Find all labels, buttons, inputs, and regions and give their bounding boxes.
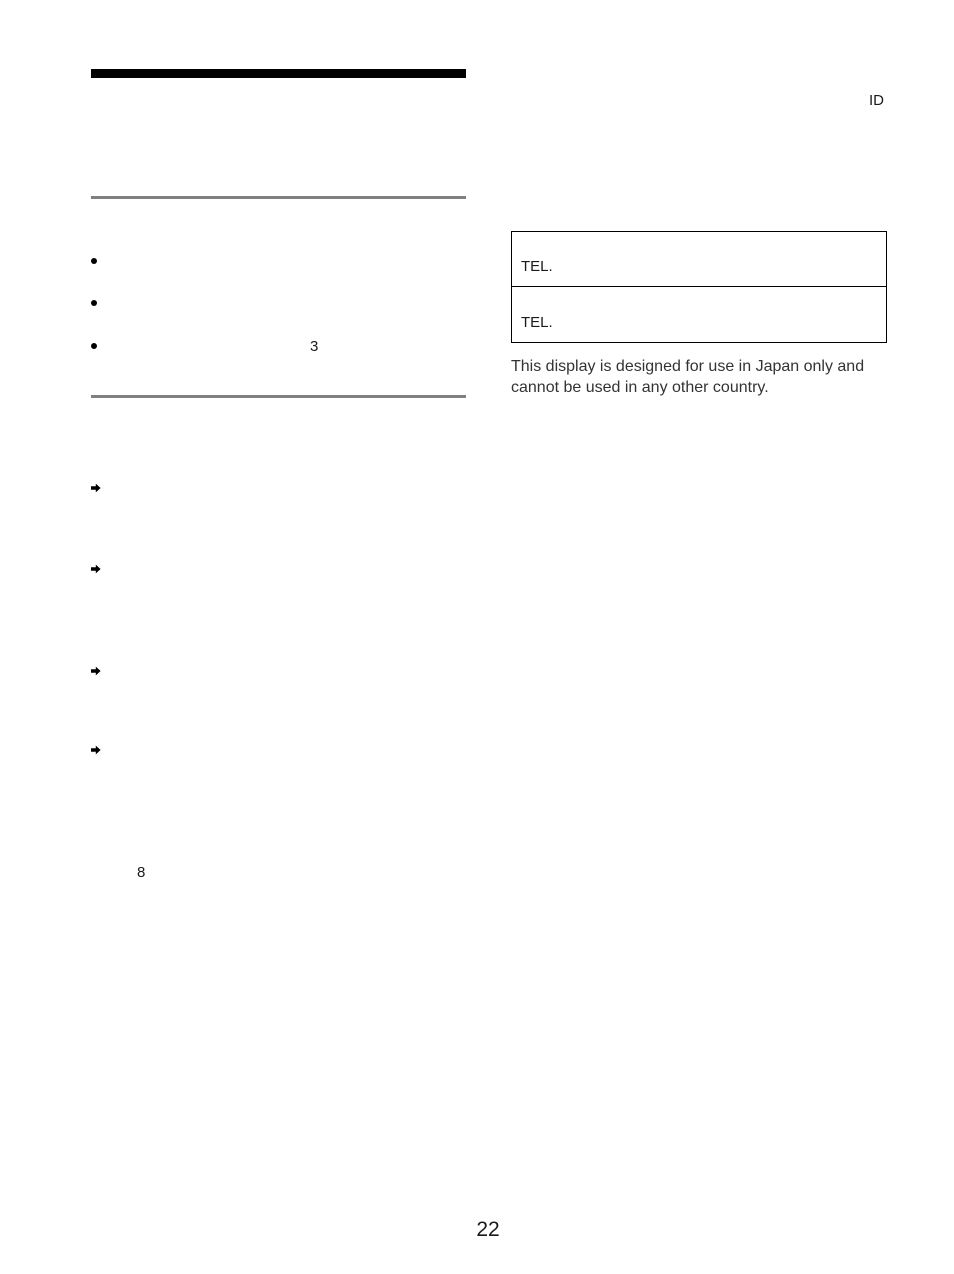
bullet-1 bbox=[91, 258, 97, 264]
footnote-number: 8 bbox=[137, 864, 146, 881]
arrow-right-icon bbox=[91, 483, 101, 493]
section-rule-1 bbox=[91, 196, 466, 199]
bullet-3-number: 3 bbox=[310, 338, 319, 355]
section-rule-2 bbox=[91, 395, 466, 398]
arrow-right-icon bbox=[91, 745, 101, 755]
japan-only-notice: This display is designed for use in Japan only and cannot be used in any other country. bbox=[511, 358, 865, 396]
arrow-right-icon bbox=[91, 666, 101, 676]
contact-row bbox=[512, 287, 886, 342]
page-number: 22 bbox=[476, 1218, 500, 1241]
bullet-3 bbox=[91, 343, 97, 349]
id-label: ID bbox=[869, 92, 884, 109]
arrow-right-icon bbox=[91, 564, 101, 574]
bullet-2 bbox=[91, 300, 97, 306]
title-bar bbox=[91, 69, 466, 78]
tel-label: TEL. bbox=[521, 258, 553, 275]
tel-label: TEL. bbox=[521, 314, 553, 331]
contact-row bbox=[512, 232, 886, 287]
contact-box bbox=[511, 231, 887, 343]
